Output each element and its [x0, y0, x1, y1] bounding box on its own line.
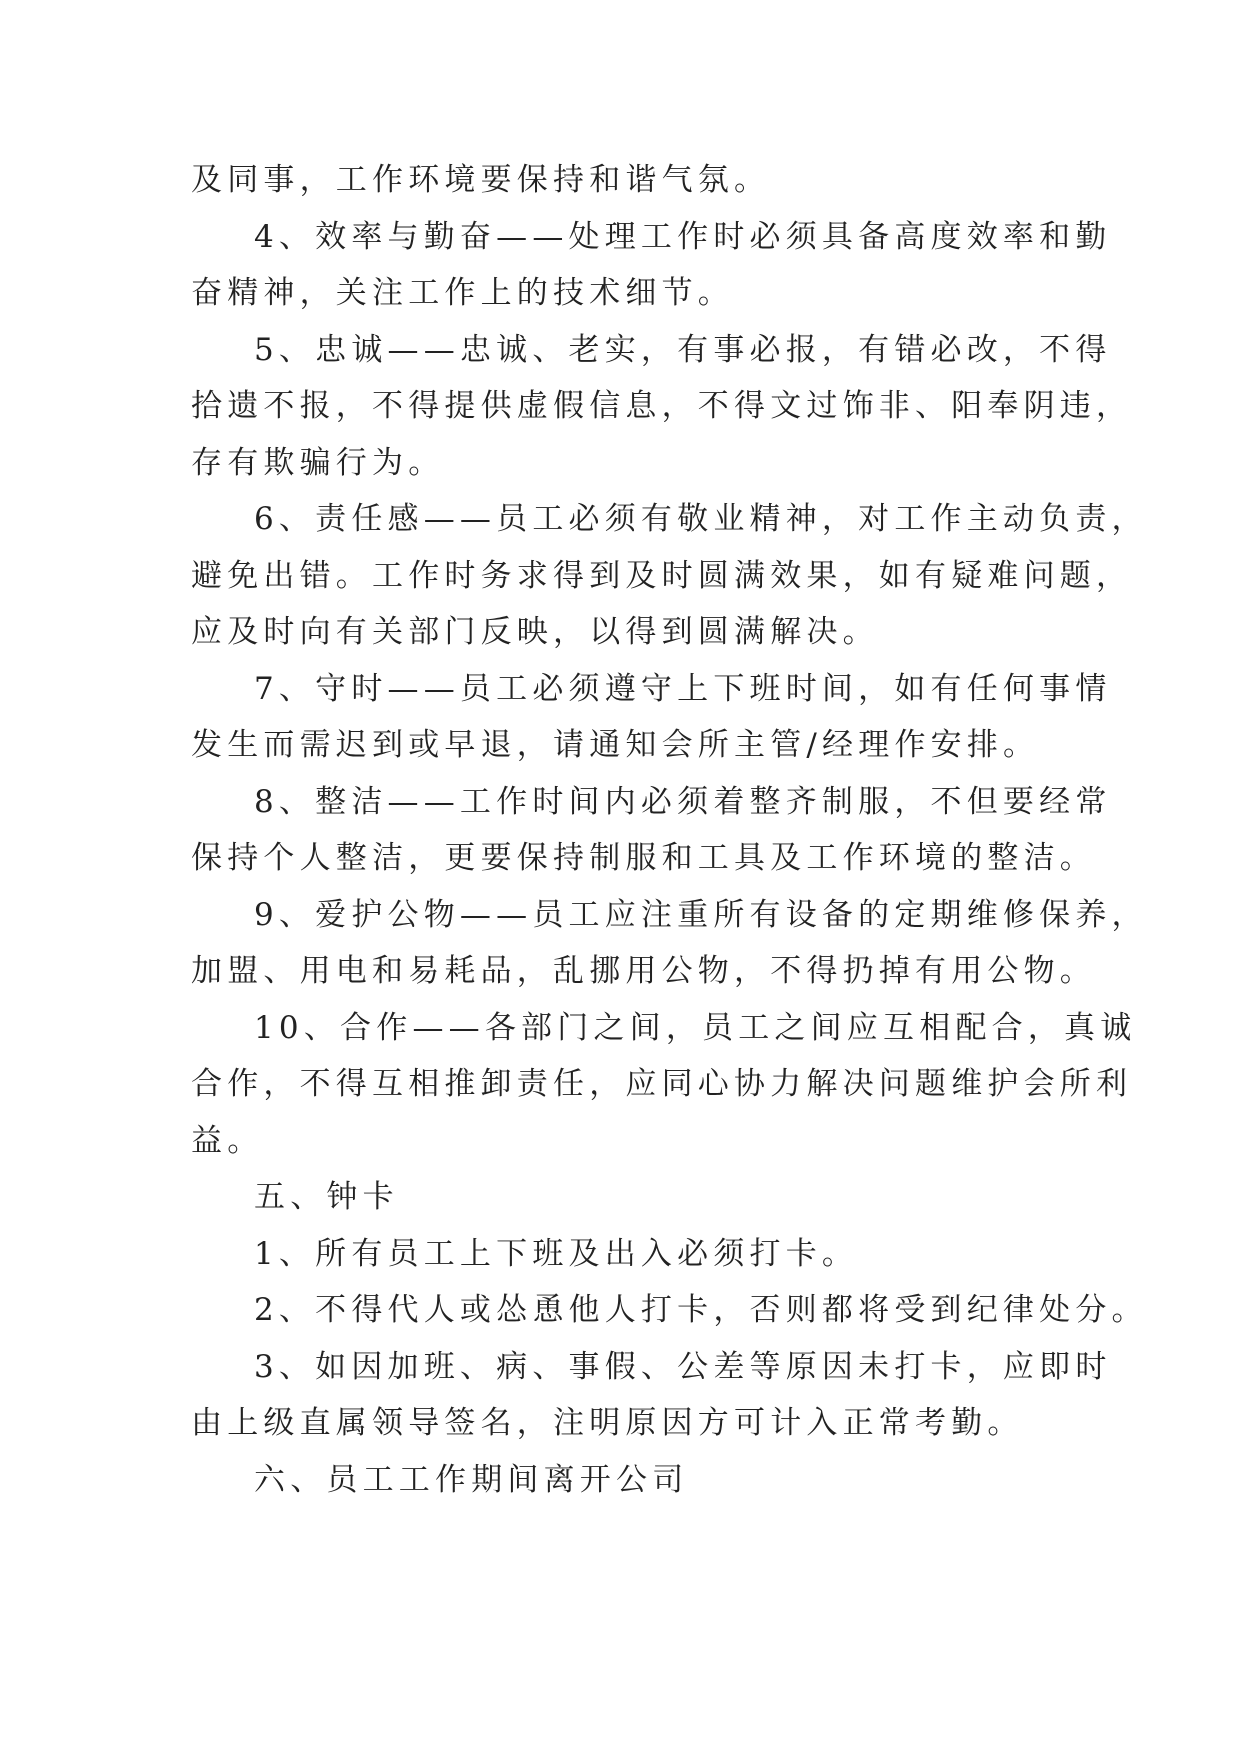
document-body — [191, 152, 1148, 1508]
text-line: 10、合作——各部门之间，员工之间应互相配合，真诚 — [254, 1009, 1137, 1046]
text-line: 奋精神，关注工作上的技术细节。 — [191, 275, 734, 311]
paragraph-loyalty — [191, 322, 1133, 492]
text-line: 保持个人整洁，更要保持制服和工具及工作环境的整洁。 — [191, 840, 1096, 876]
text-line: 1、所有员工上下班及出入必须打卡。 — [254, 1235, 859, 1272]
section-heading-leaving-company — [191, 1452, 1071, 1509]
paragraph-missed-clock — [191, 1339, 1112, 1452]
text-line: 3、如因加班、病、事假、公差等原因未打卡，应即时 — [254, 1348, 1112, 1385]
paragraph-responsibility — [191, 491, 1148, 661]
text-line: 由上级直属领导签名，注明原因方可计入正常考勤。 — [191, 1405, 1024, 1441]
section-heading-time-card — [191, 1169, 1071, 1226]
text-line: 6、责任感——员工必须有敬业精神，对工作主动负责， — [254, 501, 1148, 537]
text-line: 六、员工工作期间离开公司 — [254, 1461, 689, 1498]
text-line: 存有欺骗行为。 — [191, 444, 445, 481]
paragraph-efficiency — [191, 209, 1112, 322]
paragraph-proxy-clock — [191, 1282, 1148, 1339]
text-line: 及同事，工作环境要保持和谐气氛。 — [191, 162, 771, 198]
text-line: 五、钟卡 — [254, 1179, 399, 1215]
text-line: 拾遗不报，不得提供虚假信息，不得文过饰非、阳奉阴违， — [191, 388, 1133, 424]
text-line: 合作，不得互相推卸责任，应同心协力解决问题维护会所利 — [191, 1066, 1133, 1102]
text-line: 发生而需迟到或早退，请通知会所主管/经理作安排。 — [191, 727, 1040, 763]
paragraph-colleagues-continuation — [191, 152, 1071, 209]
text-line: 7、守时——员工必须遵守上下班时间，如有任何事情 — [254, 670, 1112, 707]
text-line: 益。 — [191, 1122, 264, 1159]
paragraph-public-property — [191, 887, 1148, 1000]
paragraph-clock-in — [191, 1226, 1071, 1283]
text-line: 5、忠诚——忠诚、老实，有事必报，有错必改，不得 — [254, 331, 1112, 368]
text-line: 避免出错。工作时务求得到及时圆满效果，如有疑难问题， — [191, 557, 1133, 594]
text-line: 8、整洁——工作时间内必须着整齐制服，不但要经常 — [254, 783, 1112, 820]
text-line: 加盟、用电和易耗品，乱挪用公物，不得扔掉有用公物。 — [191, 953, 1096, 989]
text-line: 应及时向有关部门反映，以得到圆满解决。 — [191, 614, 879, 650]
text-line: 4、效率与勤奋——处理工作时必须具备高度效率和勤 — [254, 218, 1112, 255]
text-line: 2、不得代人或怂恿他人打卡，否则都将受到纪律处分。 — [254, 1292, 1148, 1328]
text-line: 9、爱护公物——员工应注重所有设备的定期维修保养， — [254, 896, 1148, 933]
paragraph-cooperation — [191, 1000, 1137, 1170]
paragraph-tidiness — [191, 774, 1112, 887]
paragraph-punctuality — [191, 661, 1112, 774]
